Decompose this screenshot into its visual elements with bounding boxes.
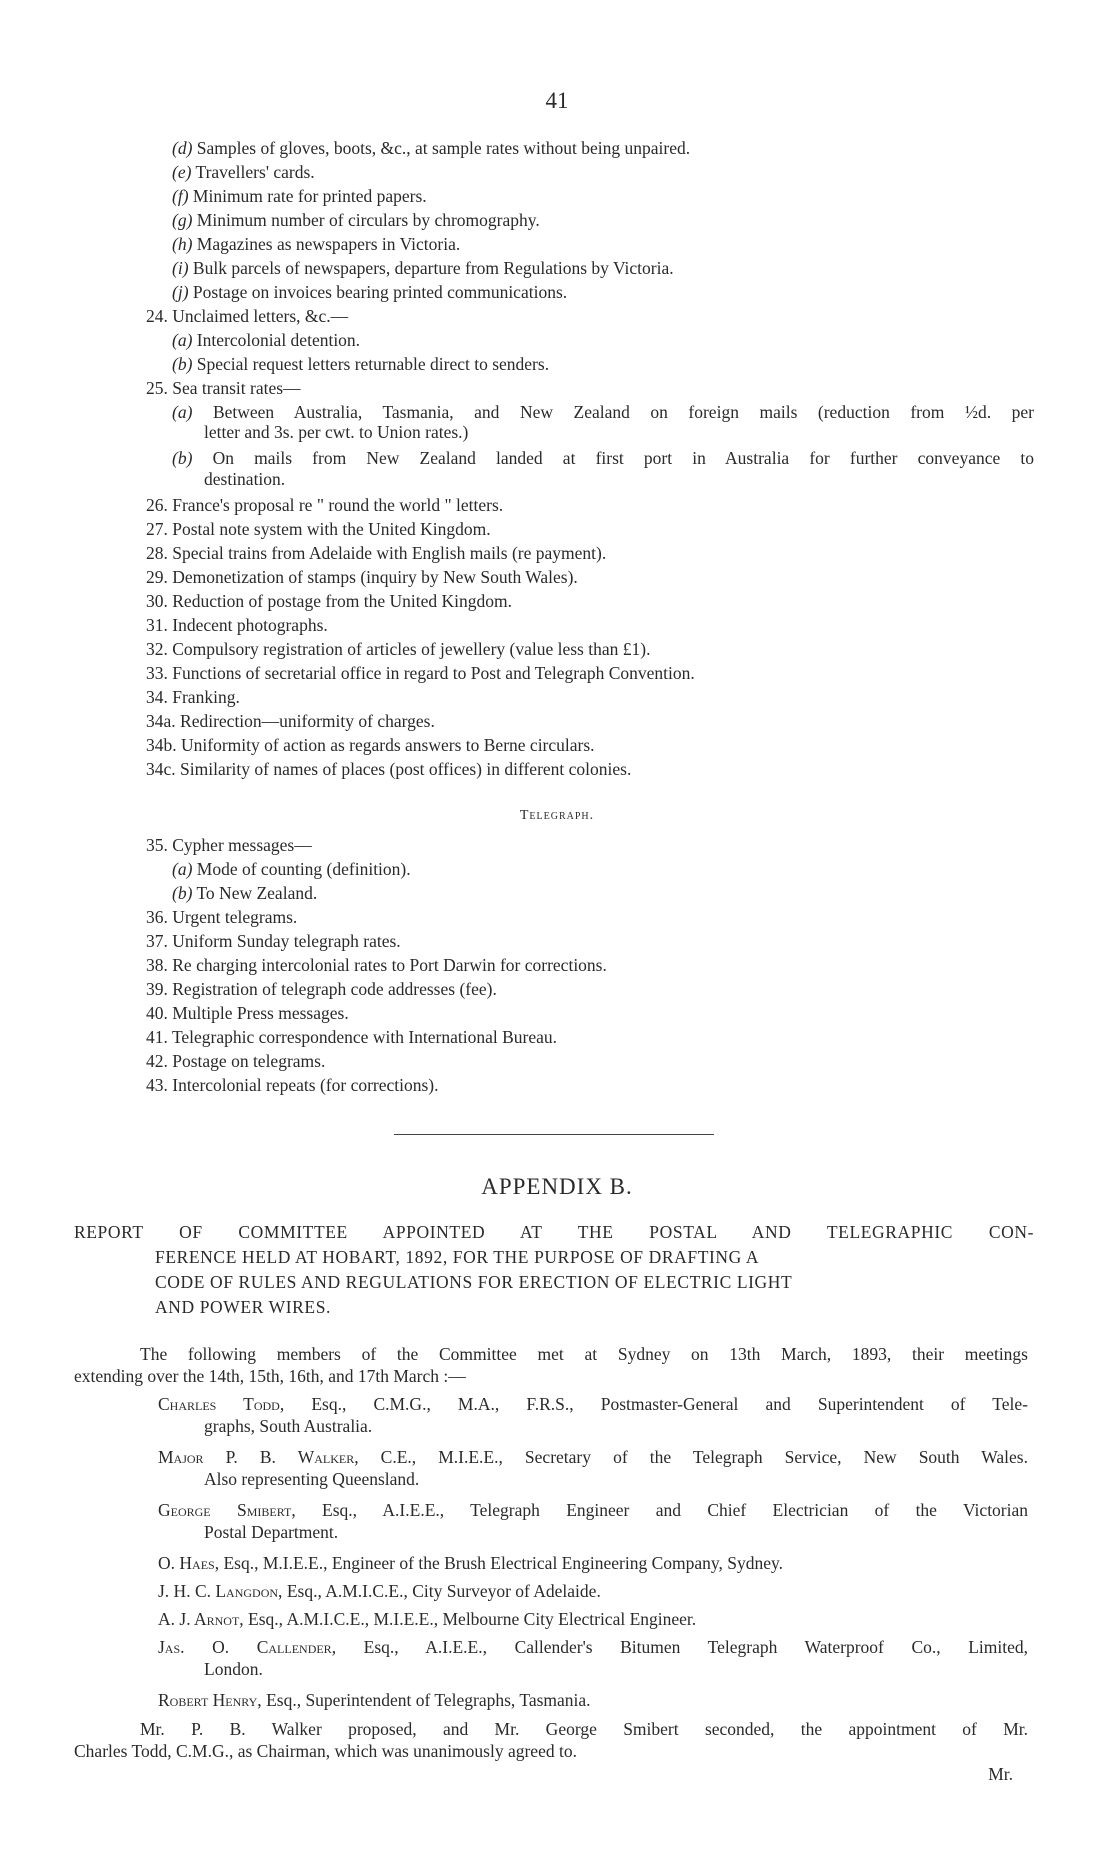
list-item: (h) Magazines as newspapers in Victoria. xyxy=(172,234,461,254)
page-number: 41 xyxy=(545,88,569,113)
list-item: 28. Special trains from Adelaide with English mails (re payment). xyxy=(146,543,607,563)
list-item: 31. Indecent photographs. xyxy=(146,615,328,635)
report-title-line: AND POWER WIRES. xyxy=(155,1297,332,1317)
section-heading-telegraph: Telegraph. xyxy=(519,808,595,823)
list-item: 29. Demonetization of stamps (inquiry by New South Wales). xyxy=(146,567,578,587)
list-item: 42. Postage on telegrams. xyxy=(146,1051,326,1071)
list-item: (b) Special request letters returnable direct to senders. xyxy=(172,354,550,374)
list-item: 24. Unclaimed letters, &c.— xyxy=(146,306,349,326)
report-title-line: CODE OF RULES AND REGULATIONS FOR ERECTION OF ELECTRIC LIGHT xyxy=(155,1272,793,1292)
list-item: (a) Intercolonial detention. xyxy=(172,330,361,350)
intro-paragraph-line: The following members of the Committee met at Sydney on 13th March, 1893, their meetings xyxy=(140,1344,1028,1364)
catchword: Mr. xyxy=(988,1764,1013,1784)
appendix-title: APPENDIX B. xyxy=(481,1174,633,1199)
committee-member: Jas. O. Callender, Esq., A.I.E.E., Callender's Bitumen Telegraph Waterproof Co., Limited, London. xyxy=(158,1637,1028,1679)
list-item: 41. Telegraphic correspondence with International Bureau. xyxy=(146,1027,558,1047)
committee-member: O. Haes, Esq., M.I.E.E., Engineer of the Brush Electrical Engineering Company, Sydney. xyxy=(158,1553,783,1573)
list-item: 40. Multiple Press messages. xyxy=(146,1003,349,1023)
list-item: (f) Minimum rate for printed papers. xyxy=(172,186,427,206)
committee-member: A. J. Arnot, Esq., A.M.I.C.E., M.I.E.E., Melbourne City Electrical Engineer. xyxy=(158,1609,697,1629)
list-item: (j) Postage on invoices bearing printed communications. xyxy=(172,282,568,302)
report-title-line: REPORT OF COMMITTEE APPOINTED AT THE POSTAL AND TELEGRAPHIC CON- xyxy=(74,1222,1034,1242)
list-item-continuation: destination. xyxy=(204,469,286,489)
report-title xyxy=(74,1220,1034,1320)
committee-member: J. H. C. Langdon, Esq., A.M.I.C.E., City Surveyor of Adelaide. xyxy=(158,1581,601,1601)
report-title-line: FERENCE HELD AT HOBART, 1892, FOR THE PURPOSE OF DRAFTING A xyxy=(155,1247,760,1267)
list-item: 34c. Similarity of names of places (post offices) in different colonies. xyxy=(146,759,632,779)
committee-member: Robert Henry, Esq., Superintendent of Telegraphs, Tasmania. xyxy=(158,1690,591,1710)
list-item: 37. Uniform Sunday telegraph rates. xyxy=(146,931,401,951)
list-item: 30. Reduction of postage from the United Kingdom. xyxy=(146,591,512,611)
list-item: 36. Urgent telegrams. xyxy=(146,907,298,927)
list-item: 27. Postal note system with the United Kingdom. xyxy=(146,519,491,539)
list-item: (g) Minimum number of circulars by chromography. xyxy=(172,210,540,230)
list-item: 39. Registration of telegraph code addresses (fee). xyxy=(146,979,497,999)
committee-member: Charles Todd, Esq., C.M.G., M.A., F.R.S., Postmaster-General and Superintendent of Tele- graphs, South Australia. xyxy=(158,1394,1028,1436)
list-item: (b) To New Zealand. xyxy=(172,883,318,903)
list-item: (e) Travellers' cards. xyxy=(172,162,315,182)
intro-paragraph-line: extending over the 14th, 15th, 16th, and 17th March :— xyxy=(74,1366,466,1386)
closing-paragraph-line: Charles Todd, C.M.G., as Chairman, which was unanimously agreed to. xyxy=(74,1741,577,1761)
list-item: 25. Sea transit rates— xyxy=(146,378,301,398)
list-item: 32. Compulsory registration of articles of jewellery (value less than £1). xyxy=(146,639,651,659)
list-item: 35. Cypher messages— xyxy=(146,835,312,855)
list-item: (i) Bulk parcels of newspapers, departure from Regulations by Victoria. xyxy=(172,258,674,278)
list-item: 34. Franking. xyxy=(146,687,240,707)
committee-member: Major P. B. Walker, C.E., M.I.E.E., Secretary of the Telegraph Service, New South Wales. Also representing Queensland. xyxy=(158,1447,1028,1489)
list-item: (a) Between Australia, Tasmania, and New Zealand on foreign mails (reduction from ½d. per xyxy=(172,402,1034,422)
list-item: (b) On mails from New Zealand landed at first port in Australia for further conveyance to xyxy=(172,448,1034,468)
section-divider xyxy=(394,1134,714,1135)
list-item: 43. Intercolonial repeats (for corrections). xyxy=(146,1075,439,1095)
list-item: (a) Mode of counting (definition). xyxy=(172,859,411,879)
list-item: 38. Re charging intercolonial rates to Port Darwin for corrections. xyxy=(146,955,607,975)
closing-paragraph-line: Mr. P. B. Walker proposed, and Mr. George Smibert seconded, the appointment of Mr. xyxy=(140,1719,1028,1739)
list-item-continuation: letter and 3s. per cwt. to Union rates.) xyxy=(204,422,469,442)
list-item: 33. Functions of secretarial office in regard to Post and Telegraph Convention. xyxy=(146,663,695,683)
list-item: (d) Samples of gloves, boots, &c., at sample rates without being unpaired. xyxy=(172,138,691,158)
list-item: 26. France's proposal re " round the world " letters. xyxy=(146,495,504,515)
list-item: 34b. Uniformity of action as regards answers to Berne circulars. xyxy=(146,735,595,755)
list-item: 34a. Redirection—uniformity of charges. xyxy=(146,711,435,731)
committee-member: George Smibert, Esq., A.I.E.E., Telegraph Engineer and Chief Electrician of the Victorian Postal Department. xyxy=(158,1500,1029,1542)
